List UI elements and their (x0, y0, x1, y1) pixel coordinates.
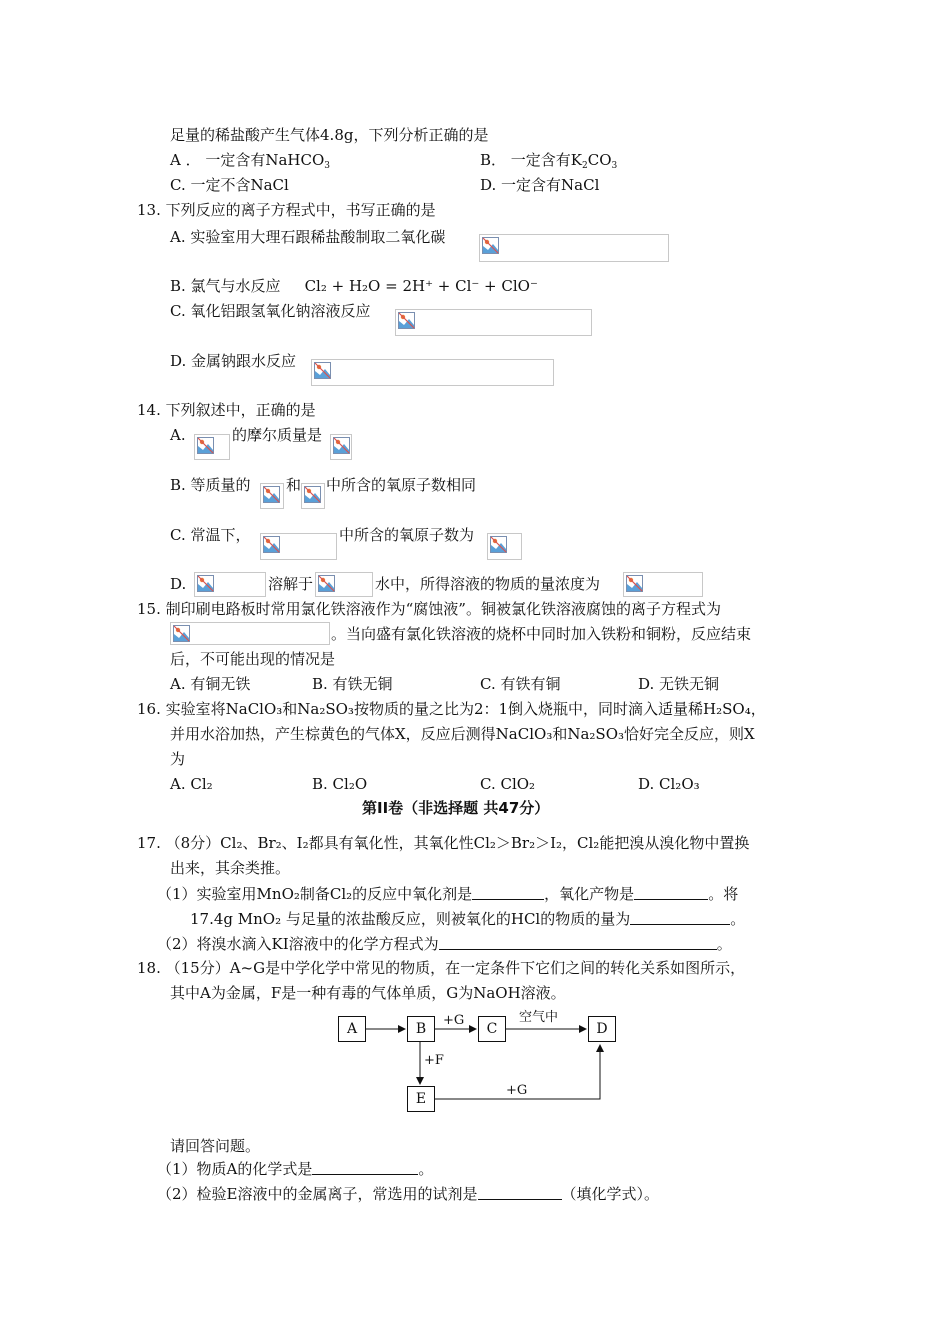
q14-option-b-text: 中所含的氧原子数相同 (326, 476, 477, 494)
q18-part1: （1）物质A的化学式是 。 (157, 1160, 434, 1178)
node-c: C (478, 1016, 506, 1042)
q15-option-c: C. 有铁有铜 (480, 675, 561, 693)
node-e: E (407, 1086, 435, 1112)
q18-stem-line1: 18. （15分）A~G是中学化学中常见的物质，在一定条件下它们之间的转化关系如图所示， (137, 959, 746, 977)
q14-option-b-and: 和 (286, 476, 302, 494)
label-b-to-c: +G (443, 1013, 465, 1028)
q14-option-c-text: 中所含的氧原子数为 (339, 526, 475, 544)
q12-option-d: D. 一定含有NaCl (480, 176, 600, 194)
q15-stem-line2: 。当向盛有氯化铁溶液的烧杯中同时加入铁粉和铜粉，反应结束 (331, 625, 752, 643)
q16-stem-line1: 16. 实验室将NaClO₃和Na₂SO₃按物质的量之比为2：1倒入烧瓶中，同时滴入适量稀H₂SO₄， (137, 700, 766, 718)
q15-option-b: B. 有铁无铜 (312, 675, 393, 693)
q13-stem: 13. 下列反应的离子方程式中，书写正确的是 (137, 201, 436, 219)
q15-stem-line3: 后，不可能出现的情况是 (170, 650, 336, 668)
q13-option-c: C. 氧化铝跟氢氧化钠溶液反应 (170, 302, 371, 320)
node-b: B (407, 1016, 435, 1042)
q14-option-b-label: B. 等质量的 (170, 476, 251, 494)
q12-option-b: B． 一定含有$K_2CO_3$ (480, 151, 618, 171)
q14-option-a-text: 的摩尔质量是 (232, 426, 323, 444)
q13-option-a: A. 实验室用大理石跟稀盐酸制取二氧化碳 (170, 228, 446, 246)
q16-stem-line2: 并用水浴加热，产生棕黄色的气体X，反应后测得NaClO₃和Na₂SO₃恰好完全反应，则X (170, 725, 755, 743)
q14-stem: 14. 下列叙述中，正确的是 (137, 401, 316, 419)
q13-option-d: D. 金属钠跟水反应 (170, 352, 297, 370)
q14-option-a-label: A. (170, 426, 186, 444)
label-c-to-d: 空气中 (519, 1010, 559, 1025)
q18-part2: （2）检验E溶液中的金属离子，常选用的试剂是 （填化学式）。 (157, 1185, 660, 1203)
q15-option-a: A. 有铜无铁 (170, 675, 251, 693)
q16-stem-line3: 为 (170, 750, 186, 768)
q18-prompt: 请回答问题。 (170, 1137, 261, 1155)
section-heading: 第II卷（非选择题 共47分） (362, 799, 550, 817)
q14-option-d-text2: 水中，所得溶液的物质的量浓度为 (375, 575, 601, 593)
node-a: A (338, 1016, 366, 1042)
q17-stem-line2: 出来，其余类推。 (170, 859, 291, 877)
q13-b-equation: Cl₂ + H₂O = 2H⁺ + Cl⁻ + ClO⁻ (304, 277, 538, 295)
q13-option-b: B. 氯气与水反应 Cl₂ + H₂O = 2H⁺ + Cl⁻ + ClO⁻ (170, 277, 538, 295)
q12-stem-tail: 足量的稀盐酸产生气体4.8g，下列分析正确的是 (170, 126, 489, 144)
q15-option-d: D. 无铁无铜 (638, 675, 720, 693)
q17-part2: （2）将溴水滴入KI溶液中的化学方程式为 。 (157, 935, 732, 953)
q17-part1-line2: 17.4g MnO₂ 与足量的浓盐酸反应，则被氧化的HCl的物质的量为 。 (190, 910, 746, 928)
q18-formula-blank[interactable] (312, 1161, 418, 1175)
q14-option-d-text1: 溶解于 (268, 575, 314, 593)
q14-option-c-label: C. 常温下， (170, 526, 251, 544)
q18-stem-line2: 其中A为金属，F是一种有毒的气体单质，G为NaOH溶液。 (170, 984, 566, 1002)
q18-reagent-blank[interactable] (478, 1186, 562, 1200)
q14-option-d-label: D. (170, 575, 187, 593)
q16-option-d: D. Cl₂O₃ (638, 775, 700, 793)
label-b-to-e: +F (424, 1053, 444, 1068)
q12-option-c: C. 一定不含NaCl (170, 176, 289, 194)
label-e-to-d: +G (506, 1083, 528, 1098)
q16-option-a: A. Cl₂ (170, 775, 213, 793)
q16-option-c: C. ClO₂ (480, 775, 536, 793)
q17-stem-line1: 17. （8分）Cl₂、Br₂、I₂都具有氧化性，其氧化性Cl₂＞Br₂＞I₂，Cl₂能把溴从溴化物中置换 (137, 834, 750, 852)
q17-part1: （1）实验室用MnO₂制备Cl₂的反应中氧化剂是 ，氧化产物是 。将 (157, 885, 739, 903)
q12-option-a: A ． 一定含有NaHCO$_3$ (170, 151, 331, 171)
q16-option-b: B. Cl₂O (312, 775, 368, 793)
q15-stem-line1: 15. 制印刷电路板时常用氯化铁溶液作为“腐蚀液”。铜被氯化铁溶液腐蚀的离子方程式为 (137, 600, 721, 618)
node-d: D (588, 1016, 616, 1042)
